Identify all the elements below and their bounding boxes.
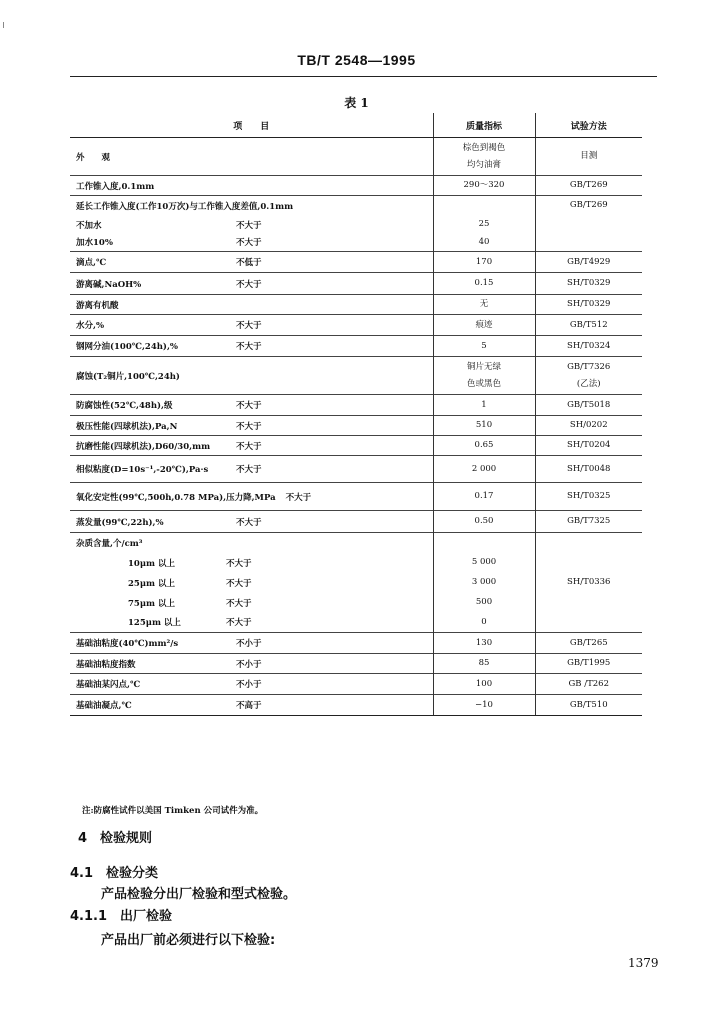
cell-item [70,138,433,176]
cell-quality [433,315,535,336]
method-value: (乙法) [576,378,601,389]
method-value: SH/T0204 [567,440,611,450]
quality-value: −10 [475,699,493,710]
limit-label: 不大于 [236,441,262,452]
cell-quality [433,216,535,234]
table-row [70,234,642,252]
quality-value: 0 [481,616,487,627]
cell-quality [433,695,535,716]
page-number: 1379 [628,956,659,970]
cell-method [535,138,642,176]
table-row [70,436,642,456]
item-label: 杂质含量,个/cm³ [76,538,143,549]
cell-item [70,511,433,533]
cell-quality [433,357,535,395]
item-label: 25μm 以上 [128,578,176,589]
cell-method [535,196,642,216]
section-4-1-1-heading: 4.1.1 出厂检验 [70,909,173,924]
item-label: 极压性能(四球机法),Pa,N [76,421,178,432]
cell-method [535,533,642,553]
cell-method [535,295,642,315]
cell-method [535,436,642,456]
table-row [70,336,642,357]
header-method: 试验方法 [535,113,642,138]
method-value: SH/T0329 [567,299,611,309]
table-row [70,511,642,533]
section-4-heading: 4 检验规则 [78,831,153,846]
cell-method [535,573,642,593]
item-label: 滴点,℃ [76,258,107,268]
cell-method [535,336,642,357]
cell-method [535,216,642,234]
quality-value: 痕迹 [475,319,493,330]
item-label: 游离有机酸 [76,300,119,311]
cell-item [70,436,433,456]
limit-label: 不大于 [236,401,262,411]
method-value: GB/T4929 [567,256,611,267]
section-4-1-heading: 4.1 检验分类 [70,866,159,881]
quality-value: 均匀油膏 [466,159,501,170]
quality-value: 棕色到褐色 [462,142,506,153]
cell-quality [433,336,535,357]
quality-value: 25 [478,219,490,229]
table-row [70,176,642,196]
method-value: 目测 [580,151,598,161]
method-value: GB/T269 [569,200,608,211]
table-row [70,483,642,511]
cell-quality [433,273,535,295]
cell-item [70,357,433,395]
limit-label: 不大于 [226,578,252,589]
cell-item [70,295,433,315]
cell-quality [433,633,535,654]
table-row [70,573,642,593]
table-row [70,553,642,573]
cell-item [70,252,433,273]
cell-method [535,654,642,674]
item-label: 基础油粘度指数 [76,659,136,670]
cell-method [535,273,642,295]
table-row [70,456,642,483]
table-title: 表 1 [344,96,369,110]
cell-method [535,315,642,336]
quality-value: 0.65 [474,440,494,450]
table-note: 注:防腐性试件以美国 Timken 公司试件为准。 [82,806,264,816]
limit-label: 不大于 [236,220,262,231]
cell-item [70,216,433,234]
table-row [70,138,642,176]
limit-label: 不大于 [236,421,262,432]
cell-item [70,336,433,357]
cell-item [70,196,433,216]
cell-item [70,573,433,593]
cell-quality [433,196,535,216]
cell-item [70,234,433,252]
quality-value: 0.17 [474,491,494,501]
limit-label: 不大于 [226,598,252,609]
cell-quality [433,533,535,553]
header-item: 项 目 [70,113,433,138]
quality-value: 500 [475,597,493,607]
table-row [70,695,642,716]
cell-method [535,695,642,716]
item-label: 相似粘度(D=10s⁻¹,-20℃),Pa·s [76,465,209,475]
table-row [70,273,642,295]
method-value: SH/0202 [569,420,608,430]
limit-label: 不小于 [236,639,262,649]
limit-label: 不大于 [236,465,262,475]
item-label: 基础油某闪点,℃ [76,680,141,690]
table-row [70,593,642,613]
item-label: 延长工作锥入度(工作10万次)与工作锥入度差值,0.1mm [76,201,294,212]
table-row [70,395,642,416]
table-row [70,416,642,436]
cell-method [535,456,642,483]
limit-label: 不大于 [236,517,262,528]
quality-value: 无 [479,299,489,309]
cell-method [535,416,642,436]
table-row [70,633,642,654]
item-label: 75μm 以上 [128,598,176,609]
cell-method [535,553,642,573]
table-row [70,216,642,234]
item-label: 氧化安定性(99℃,500h,0.78 MPa),压力降,MPa [76,492,276,503]
cell-item [70,483,433,511]
quality-value: 290～320 [463,180,505,190]
quality-value: 1 [481,399,487,410]
quality-value: 3 000 [471,577,497,587]
quality-value: 色或黑色 [466,378,501,389]
table-header-row [70,113,642,138]
cell-item [70,456,433,483]
quality-value: 5 000 [471,557,497,567]
limit-label: 不小于 [236,680,262,690]
item-label: 外 观 [76,152,111,163]
cell-item [70,315,433,336]
section-4-1-text: 产品检验分出厂检验和型式检验。 [101,887,297,902]
cell-quality [433,674,535,695]
item-label: 游离碱,NaOH% [76,279,142,290]
cell-item [70,533,433,553]
cell-quality [433,176,535,196]
method-value: GB /T262 [568,678,609,689]
limit-label: 不高于 [236,701,262,711]
cell-quality [433,573,535,593]
limit-label: 不大于 [236,342,262,352]
table-body [70,138,642,716]
item-label: 蒸发量(99℃,22h),% [76,517,164,528]
method-value: SH/T0325 [567,491,611,501]
cell-method [535,234,642,252]
cell-quality [433,234,535,252]
cell-quality [433,553,535,573]
table-row [70,196,642,216]
table-row [70,357,642,395]
limit-label: 不小于 [236,659,262,670]
cell-method [535,395,642,416]
table-row [70,533,642,553]
method-value: SH/T0329 [567,278,611,288]
limit-label: 不大于 [236,321,262,331]
item-label: 钢网分油(100℃,24h),% [76,342,178,352]
method-value: GB/T265 [569,637,608,648]
cell-quality [433,295,535,315]
cell-item [70,633,433,654]
header-rule [70,76,657,77]
item-label: 不加水 [76,220,102,231]
item-label: 防腐蚀性(52℃,48h),级 [76,401,173,411]
cell-item [70,593,433,613]
quality-value: 40 [478,236,490,247]
quality-value: 0.50 [474,516,494,526]
cell-quality [433,654,535,674]
method-value: SH/T0336 [567,577,611,587]
section-4-1-1-text: 产品出厂前必须进行以下检验: [101,933,276,948]
cell-quality [433,511,535,533]
limit-label: 不大于 [226,618,252,629]
limit-label: 不大于 [236,279,262,290]
cell-item [70,176,433,196]
item-label: 抗磨性能(四球机法),D60/30,mm [76,441,211,452]
cell-quality [433,613,535,633]
quality-value: 130 [475,637,493,648]
cell-item [70,553,433,573]
item-label: 基础油凝点,℃ [76,701,132,711]
cell-item [70,654,433,674]
item-label: 工作锥入度,0.1mm [76,181,155,192]
table-row [70,674,642,695]
item-label: 水分,% [76,321,105,331]
cell-method [535,483,642,511]
cell-method [535,674,642,695]
method-value: GB/T512 [569,319,608,330]
cell-method [535,593,642,613]
table-row [70,613,642,633]
table-row [70,315,642,336]
quality-value: 铜片无绿 [466,361,501,372]
item-label: 腐蚀(T₂铜片,100℃,24h) [76,371,180,382]
cell-item [70,695,433,716]
cell-quality [433,138,535,176]
cell-method [535,252,642,273]
cell-quality [433,436,535,456]
cell-method [535,613,642,633]
item-label: 基础油粘度(40℃)mm²/s [76,639,179,649]
cell-quality [433,252,535,273]
header-quality: 质量指标 [433,113,535,138]
item-label: 加水10% [76,238,113,249]
cell-item [70,273,433,295]
cell-method [535,633,642,654]
cell-item [70,395,433,416]
item-label: 10μm 以上 [128,558,176,569]
cell-quality [433,395,535,416]
scan-mark [3,22,4,28]
quality-value: 510 [475,420,493,430]
method-value: GB/T1995 [567,658,611,668]
table-row [70,654,642,674]
limit-label: 不大于 [236,238,262,249]
method-value: GB/T7326 [567,361,611,372]
cell-item [70,674,433,695]
table-row [70,295,642,315]
quality-value: 100 [475,678,493,689]
cell-method [535,511,642,533]
method-value: GB/T510 [569,699,608,710]
cell-method [535,357,642,395]
spec-table [70,113,642,716]
method-value: GB/T5018 [567,399,611,410]
cell-quality [433,483,535,511]
quality-value: 85 [478,658,490,668]
quality-value: 170 [475,256,493,267]
method-value: GB/T7325 [567,516,611,526]
quality-value: 5 [481,340,487,351]
method-value: GB/T269 [569,180,608,190]
cell-quality [433,456,535,483]
quality-value: 0.15 [474,278,494,288]
cell-quality [433,416,535,436]
item-label: 125μm 以上 [128,618,181,629]
standard-header: TB/T 2548—1995 [297,52,416,68]
quality-value: 2 000 [471,463,497,474]
limit-label: 不低于 [236,258,262,268]
limit-label: 不大于 [226,558,252,569]
cell-quality [433,593,535,613]
cell-method [535,176,642,196]
method-value: SH/T0324 [567,340,611,351]
table-row [70,252,642,273]
cell-item [70,613,433,633]
cell-item [70,416,433,436]
limit-label: 不大于 [285,492,312,503]
method-value: SH/T0048 [567,463,611,474]
